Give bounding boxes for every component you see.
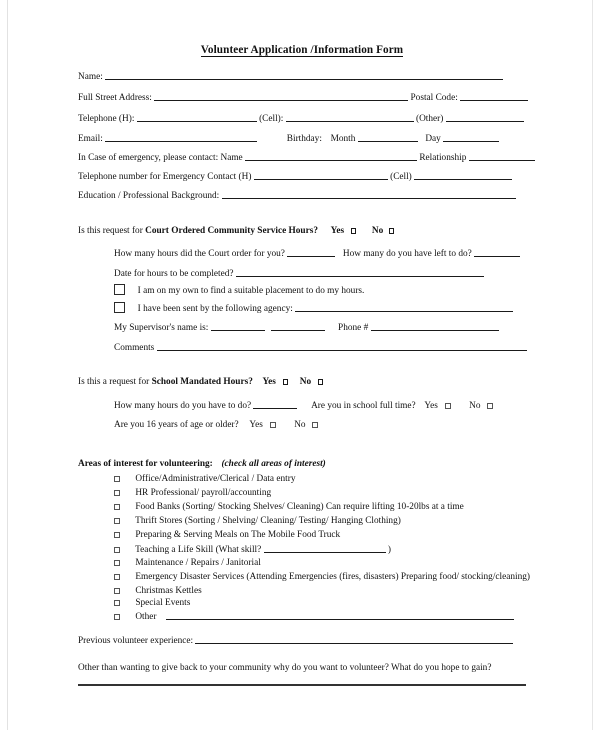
court-hours-ordered-input-line[interactable] bbox=[287, 248, 335, 257]
address-label: Full Street Address: bbox=[78, 93, 152, 103]
address-input-line[interactable] bbox=[154, 92, 408, 101]
school-yes-checkbox[interactable] bbox=[283, 379, 289, 385]
form-page bbox=[7, 0, 593, 730]
school-age-label: Are you 16 years of age or older? bbox=[114, 420, 239, 430]
email-label: Email: bbox=[78, 134, 103, 144]
interest-checkbox-0[interactable] bbox=[114, 476, 120, 482]
court-agency-row bbox=[114, 302, 526, 315]
interests-heading bbox=[78, 459, 326, 469]
own-placement-checkbox[interactable] bbox=[114, 284, 125, 295]
court-own-placement-row bbox=[114, 284, 526, 297]
name-label: Name: bbox=[78, 72, 103, 82]
telephone-cell-input-line[interactable] bbox=[286, 113, 414, 122]
interest-item-9[interactable] bbox=[114, 598, 190, 609]
interest-checkbox-1[interactable] bbox=[114, 490, 120, 496]
telephone-other-label: (Other) bbox=[416, 114, 444, 124]
motivation-question bbox=[78, 663, 526, 674]
interest-checkbox-3[interactable] bbox=[114, 518, 120, 524]
relationship-input-line[interactable] bbox=[469, 152, 535, 161]
school-no-label: No bbox=[299, 377, 312, 387]
interest-checkbox-6[interactable] bbox=[114, 560, 120, 566]
interest-item-4[interactable] bbox=[114, 530, 340, 541]
interests-heading-italic: (check all areas of interest) bbox=[221, 459, 326, 469]
court-hours-ordered-label: How many hours did the Court order for you? bbox=[114, 249, 285, 259]
comments-label: Comments bbox=[114, 343, 155, 353]
interest-other-input-line[interactable] bbox=[166, 611, 514, 620]
emergency-phone-cell-label: (Cell) bbox=[390, 172, 412, 182]
interest-checkbox-8[interactable] bbox=[114, 588, 120, 594]
interest-label-4: Preparing & Serving Meals on The Mobile Food Truck bbox=[135, 530, 341, 540]
birthday-label: Birthday: bbox=[286, 134, 322, 144]
court-question-prefix: Is this request for bbox=[78, 226, 143, 236]
school-age-no-label: No bbox=[294, 420, 306, 430]
field-row-email-birthday bbox=[78, 133, 526, 145]
telephone-home-label: Telephone (H): bbox=[78, 114, 135, 124]
sent-by-agency-checkbox[interactable] bbox=[114, 302, 125, 313]
court-no-checkbox[interactable] bbox=[389, 228, 395, 234]
school-age-row bbox=[114, 420, 526, 431]
emergency-phone-cell-input-line[interactable] bbox=[414, 171, 512, 180]
telephone-cell-label: (Cell): bbox=[259, 114, 284, 124]
court-yes-label: Yes bbox=[330, 226, 345, 236]
court-completion-date-label: Date for hours to be completed? bbox=[114, 269, 234, 279]
interest-label-5: Teaching a Life Skill (What skill? bbox=[135, 545, 262, 555]
interest-skill-input-line[interactable] bbox=[264, 544, 386, 553]
supervisor-name-label: My Supervisor's name is: bbox=[114, 323, 209, 333]
school-fulltime-no-checkbox[interactable] bbox=[487, 403, 493, 409]
interest-label-7: Emergency Disaster Services (Attending Emergencies (fires, disasters) Preparing food/ stocking/cleaning) bbox=[135, 572, 530, 582]
field-row-telephone bbox=[78, 113, 526, 125]
interest-item-1[interactable] bbox=[114, 488, 271, 499]
emergency-contact-label: In Case of emergency, please contact: Name bbox=[78, 153, 243, 163]
emergency-phone-home-input-line[interactable] bbox=[254, 171, 388, 180]
interest-item-6[interactable] bbox=[114, 558, 261, 569]
email-input-line[interactable] bbox=[105, 133, 257, 142]
school-fulltime-yes-label: Yes bbox=[424, 401, 438, 411]
page-title bbox=[78, 44, 526, 56]
birthday-day-input-line[interactable] bbox=[443, 133, 499, 142]
school-question-bold: School Mandated Hours? bbox=[151, 377, 253, 387]
school-yes-label: Yes bbox=[262, 377, 276, 387]
motivation-answer-line[interactable] bbox=[78, 684, 526, 686]
court-supervisor-row bbox=[114, 322, 526, 334]
school-fulltime-yes-checkbox[interactable] bbox=[445, 403, 451, 409]
comments-input-line[interactable] bbox=[157, 342, 527, 351]
interest-checkbox-2[interactable] bbox=[114, 504, 120, 510]
school-no-checkbox[interactable] bbox=[318, 379, 324, 385]
school-hours-input-line[interactable] bbox=[253, 400, 297, 409]
school-fulltime-label: Are you in school full time? bbox=[311, 401, 416, 411]
birthday-month-label: Month bbox=[330, 134, 356, 144]
interest-checkbox-7[interactable] bbox=[114, 574, 120, 580]
school-fulltime-no-label: No bbox=[469, 401, 481, 411]
sent-by-agency-input-line[interactable] bbox=[295, 303, 513, 312]
supervisor-phone-label: Phone # bbox=[338, 323, 369, 333]
court-hours-left-label: How many do you have left to do? bbox=[342, 249, 472, 259]
name-input-line[interactable] bbox=[105, 71, 503, 80]
interest-checkbox-9[interactable] bbox=[114, 600, 120, 606]
interests-heading-bold: Areas of interest for volunteering: bbox=[78, 459, 213, 469]
interest-label-6: Maintenance / Repairs / Janitorial bbox=[135, 558, 261, 568]
court-hours-row bbox=[114, 248, 526, 260]
court-yes-checkbox[interactable] bbox=[351, 228, 357, 234]
supervisor-phone-input-line[interactable] bbox=[371, 322, 499, 331]
school-mandated-question bbox=[78, 377, 526, 388]
interest-label-3: Thrift Stores (Sorting / Shelving/ Cleaning/ Testing/ Hanging Clothing) bbox=[135, 516, 401, 526]
motivation-label: Other than wanting to give back to your community why do you want to volunteer? What do you hope to gain? bbox=[78, 663, 492, 673]
court-ordered-question bbox=[78, 226, 526, 237]
interest-label-5-suffix: ) bbox=[387, 545, 392, 555]
interest-item-2[interactable] bbox=[114, 502, 464, 513]
field-row-emergency-contact bbox=[78, 152, 526, 164]
interest-item-5[interactable] bbox=[114, 544, 391, 556]
telephone-other-input-line[interactable] bbox=[446, 113, 524, 122]
previous-experience-input-line[interactable] bbox=[195, 635, 513, 644]
interest-label-9: Special Events bbox=[135, 598, 191, 608]
interest-label-10: Other bbox=[135, 612, 157, 622]
court-completion-date-input-line[interactable] bbox=[236, 268, 484, 277]
birthday-month-input-line[interactable] bbox=[358, 133, 418, 142]
previous-experience-label: Previous volunteer experience: bbox=[78, 636, 194, 646]
interest-item-10[interactable] bbox=[114, 611, 514, 623]
supervisor-name-input-line-2[interactable] bbox=[271, 322, 325, 331]
interest-label-0: Office/Administrative/Clerical / Data entry bbox=[135, 474, 296, 484]
field-row-education bbox=[78, 190, 526, 202]
emergency-contact-name-input-line[interactable] bbox=[245, 152, 417, 161]
school-age-no-checkbox[interactable] bbox=[312, 422, 318, 428]
page-title-text: Volunteer Application /Information Form bbox=[200, 44, 404, 56]
court-no-label: No bbox=[371, 226, 384, 236]
interest-checkbox-5[interactable] bbox=[114, 547, 120, 553]
interest-item-8[interactable] bbox=[114, 586, 202, 597]
court-comments-row bbox=[114, 342, 526, 354]
interest-label-2: Food Banks (Sorting/ Stocking Shelves/ Cleaning) Can require lifting 10-20lbs at a time bbox=[135, 502, 464, 512]
education-input-line[interactable] bbox=[222, 190, 516, 199]
field-row-name bbox=[78, 71, 526, 83]
school-age-yes-label: Yes bbox=[249, 420, 263, 430]
interest-item-7[interactable] bbox=[114, 572, 530, 583]
court-question-bold: Court Ordered Community Service Hours? bbox=[145, 226, 318, 236]
court-completion-date-row bbox=[114, 268, 526, 280]
school-hours-row bbox=[114, 400, 526, 412]
interest-item-3[interactable] bbox=[114, 516, 401, 527]
form-content bbox=[78, 0, 530, 730]
interest-checkbox-4[interactable] bbox=[114, 532, 120, 538]
school-question-prefix: Is this a request for bbox=[78, 377, 150, 387]
court-hours-left-input-line[interactable] bbox=[474, 248, 520, 257]
field-row-address bbox=[78, 92, 526, 104]
interest-label-8: Christmas Kettles bbox=[135, 586, 202, 596]
school-age-yes-checkbox[interactable] bbox=[270, 422, 276, 428]
sent-by-agency-label: I have been sent by the following agency: bbox=[137, 304, 293, 314]
previous-experience-row bbox=[78, 635, 526, 647]
education-label: Education / Professional Background: bbox=[78, 191, 220, 201]
interest-label-1: HR Professional/ payroll/accounting bbox=[135, 488, 272, 498]
postal-code-label: Postal Code: bbox=[410, 93, 458, 103]
emergency-phone-label: Telephone number for Emergency Contact (H) bbox=[78, 172, 252, 182]
own-placement-label: I am on my own to find a suitable placement to do my hours. bbox=[137, 286, 365, 296]
field-row-emergency-phone bbox=[78, 171, 526, 183]
supervisor-name-input-line[interactable] bbox=[211, 322, 265, 331]
birthday-day-label: Day bbox=[425, 134, 441, 144]
school-hours-label: How many hours do you have to do? bbox=[114, 401, 252, 411]
interest-item-0[interactable] bbox=[114, 474, 295, 485]
interest-checkbox-10[interactable] bbox=[114, 614, 120, 620]
telephone-home-input-line[interactable] bbox=[137, 113, 257, 122]
postal-code-input-line[interactable] bbox=[460, 92, 528, 101]
relationship-label: Relationship bbox=[419, 153, 467, 163]
